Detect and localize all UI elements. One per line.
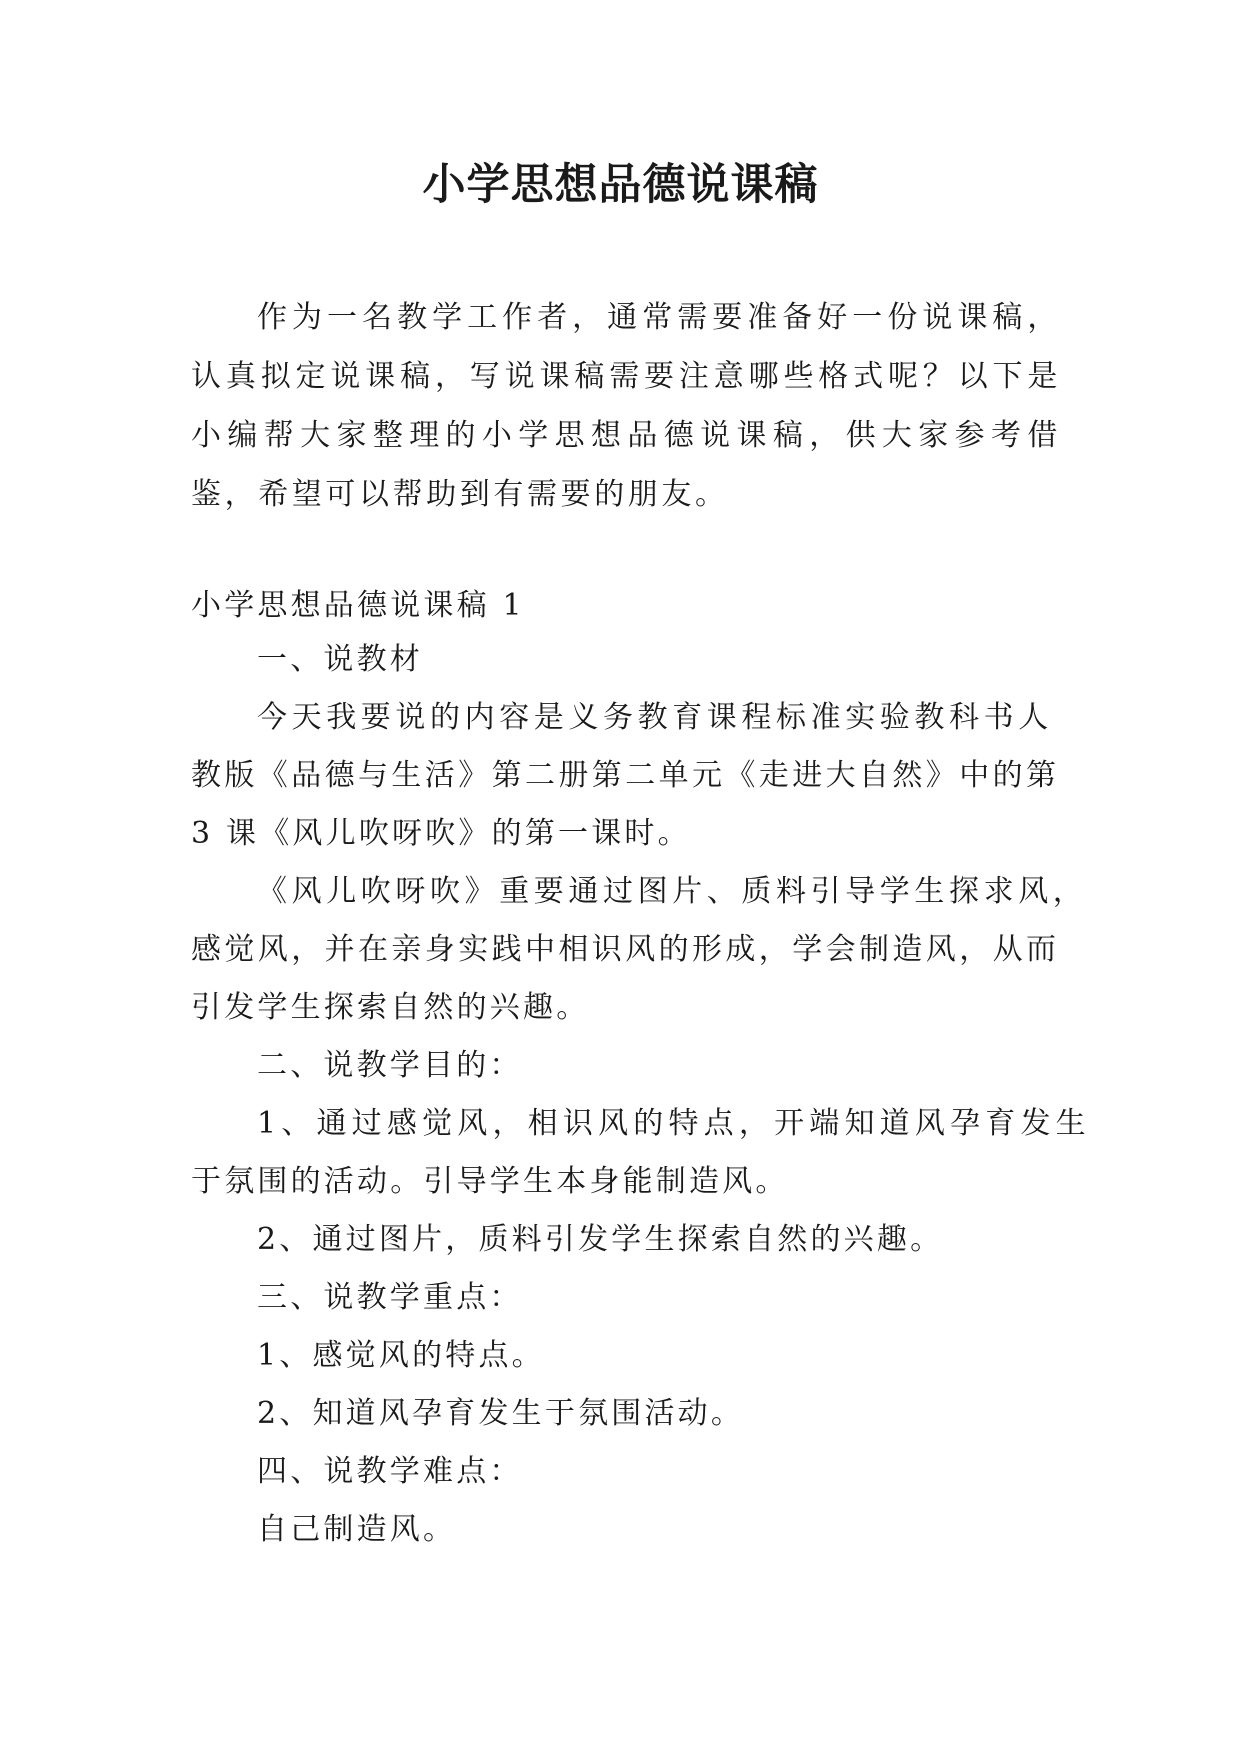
heading-difficulties: 四、说教学难点：: [257, 1454, 523, 1489]
intro-paragraph: 作为一名教学工作者，通常需要准备好一份说课稿，认真拟定说课稿，写说课稿需要注意哪些格式呢？以下是小编帮大家整理的小学思想品德说课稿，供大家参考借鉴，希望可以帮助到有需要的朋友。: [191, 300, 1061, 512]
body-line: 于氛围的活动。引导学生本身能制造风。: [191, 1164, 789, 1199]
heading-teaching-material: 一、说教材: [257, 642, 423, 677]
document-title: 小学思想品德说课稿: [422, 160, 819, 210]
heading-key-points: 三、说教学重点：: [257, 1280, 523, 1315]
body-line: 1、感觉风的特点。: [257, 1338, 545, 1373]
body-line: 3 课《风儿吹呀吹》的第一课时。: [191, 816, 691, 851]
body-line: 感觉风，并在亲身实践中相识风的形成，学会制造风，从而: [191, 932, 1060, 967]
body-line: 1、通过感觉风，相识风的特点，开端知道风孕育发生: [257, 1106, 1091, 1141]
body-line: 今天我要说的内容是义务教育课程标准实验教科书人: [257, 700, 1053, 735]
body-line: 引发学生探索自然的兴趣。: [191, 990, 590, 1025]
body-line: 2、知道风孕育发生于氛围活动。: [257, 1396, 745, 1431]
body-line: 《风儿吹呀吹》重要通过图片、质料引导学生探求风，: [257, 874, 1088, 909]
body-line: 自己制造风。: [257, 1512, 457, 1547]
body-line: 教版《品德与生活》第二册第二单元《走进大自然》中的第: [191, 758, 1060, 793]
section-heading: 小学思想品德说课稿 1: [191, 588, 525, 623]
body-line: 2、通过图片，质料引发学生探索自然的兴趣。: [257, 1222, 944, 1257]
heading-teaching-goals: 二、说教学目的：: [257, 1048, 523, 1083]
